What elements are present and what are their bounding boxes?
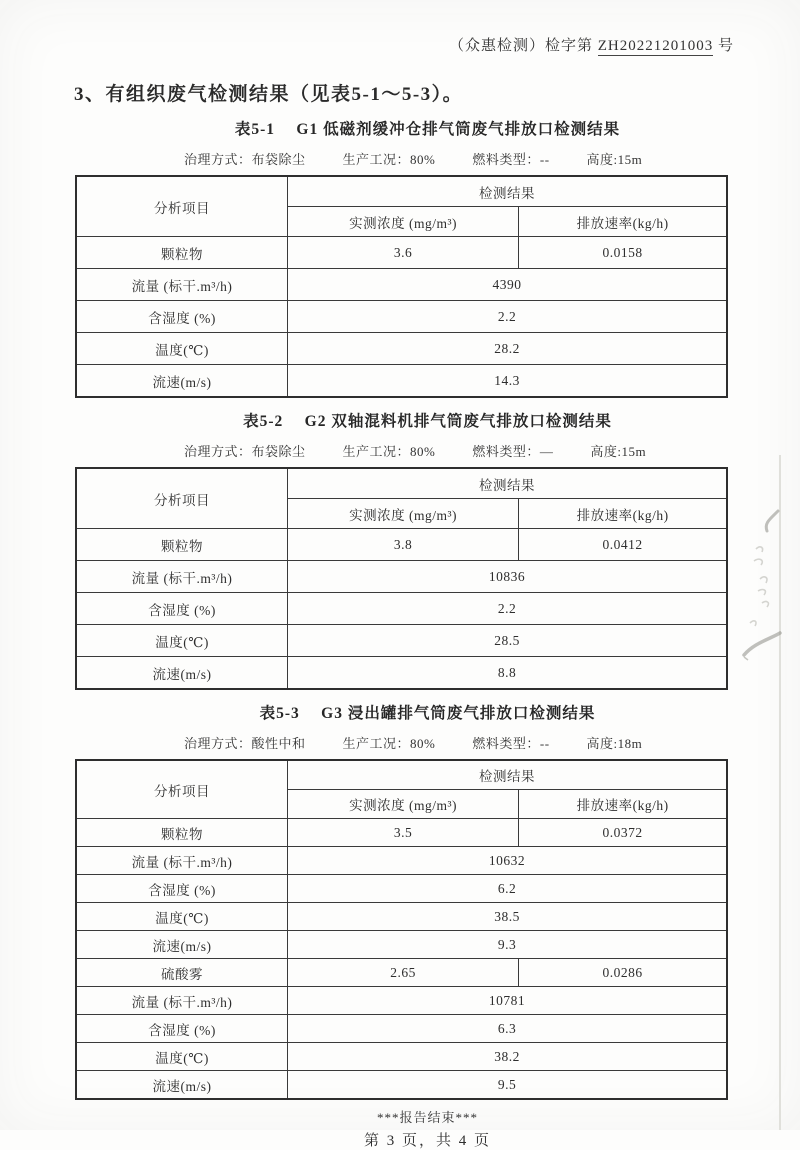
table-row bbox=[76, 529, 727, 561]
value-cell: 0.0286 bbox=[519, 959, 727, 987]
value-cell: 3.8 bbox=[288, 529, 519, 561]
header-cell-result: 检测结果 bbox=[288, 468, 727, 499]
value-cell: 38.2 bbox=[288, 1043, 727, 1071]
table-row bbox=[76, 847, 727, 875]
table-5-1-title-wrap bbox=[0, 117, 800, 139]
row-label: 温度(℃) bbox=[76, 1043, 288, 1071]
table-row bbox=[76, 987, 727, 1015]
row-label: 流量 (标干.m³/h) bbox=[76, 561, 288, 593]
row-label: 颗粒物 bbox=[76, 237, 288, 269]
table-5-3-title: 表5-3 G3 浸出罐排气筒废气排放口检测结果 bbox=[259, 705, 596, 722]
row-label: 硫酸雾 bbox=[76, 959, 288, 987]
table-row bbox=[76, 269, 727, 301]
meta-condition: 生产工况：80% bbox=[342, 736, 436, 751]
value-cell: 9.5 bbox=[288, 1071, 727, 1100]
section-heading: 3、有组织废气检测结果（见表5-1～5-3）。 bbox=[74, 84, 464, 105]
row-label: 含湿度 (%) bbox=[76, 1015, 288, 1043]
header-cell-concentration: 实测浓度 (mg/m³) bbox=[288, 790, 519, 819]
meta-treatment: 治理方式：布袋除尘 bbox=[184, 444, 306, 459]
value-cell: 28.5 bbox=[288, 625, 727, 657]
table-5-3-title-wrap bbox=[0, 701, 800, 723]
report-number: ZH20221201003 bbox=[597, 38, 714, 54]
table-row bbox=[76, 365, 727, 398]
header-cell-rate: 排放速率(kg/h) bbox=[519, 499, 727, 529]
value-cell: 10632 bbox=[288, 847, 727, 875]
value-cell: 10781 bbox=[288, 987, 727, 1015]
row-label: 颗粒物 bbox=[76, 529, 288, 561]
value-cell: 9.3 bbox=[288, 931, 727, 959]
table-5-2 bbox=[75, 467, 728, 690]
value-cell: 2.2 bbox=[288, 593, 727, 625]
table-row bbox=[76, 931, 727, 959]
value-cell: 3.6 bbox=[288, 237, 519, 269]
row-label: 流速(m/s) bbox=[76, 931, 288, 959]
table-row bbox=[76, 959, 727, 987]
header-cell-rate: 排放速率(kg/h) bbox=[519, 790, 727, 819]
row-label: 含湿度 (%) bbox=[76, 593, 288, 625]
meta-fuel: 燃料类型：-- bbox=[472, 152, 550, 167]
table-5-1-meta bbox=[184, 149, 800, 168]
value-cell: 0.0412 bbox=[519, 529, 727, 561]
table-row bbox=[76, 903, 727, 931]
meta-treatment: 治理方式：布袋除尘 bbox=[184, 152, 306, 167]
meta-height: 高度:18m bbox=[586, 736, 643, 751]
header-cell-item: 分析项目 bbox=[76, 468, 288, 529]
value-cell: 8.8 bbox=[288, 657, 727, 690]
table-row bbox=[76, 593, 727, 625]
table-row bbox=[76, 468, 727, 499]
header-cell-concentration: 实测浓度 (mg/m³) bbox=[288, 207, 519, 237]
header-cell-concentration: 实测浓度 (mg/m³) bbox=[288, 499, 519, 529]
table-row bbox=[76, 301, 727, 333]
row-label: 流速(m/s) bbox=[76, 1071, 288, 1100]
meta-fuel: 燃料类型：— bbox=[472, 444, 554, 459]
meta-height: 高度:15m bbox=[586, 152, 643, 167]
value-cell: 4390 bbox=[288, 269, 727, 301]
table-5-2-title-wrap bbox=[0, 409, 800, 431]
value-cell: 14.3 bbox=[288, 365, 727, 398]
header-cell-item: 分析项目 bbox=[76, 176, 288, 237]
value-cell: 0.0372 bbox=[519, 819, 727, 847]
table-row bbox=[76, 333, 727, 365]
value-cell: 2.2 bbox=[288, 301, 727, 333]
header-reference-line bbox=[0, 0, 800, 55]
row-label: 温度(℃) bbox=[76, 625, 288, 657]
row-label: 颗粒物 bbox=[76, 819, 288, 847]
row-label: 温度(℃) bbox=[76, 903, 288, 931]
meta-condition: 生产工况：80% bbox=[342, 444, 436, 459]
table-row bbox=[76, 237, 727, 269]
value-cell: 10836 bbox=[288, 561, 727, 593]
header-ref-prefix: （众惠检测）检字第 bbox=[448, 38, 593, 54]
row-label: 温度(℃) bbox=[76, 333, 288, 365]
meta-height: 高度:15m bbox=[590, 444, 647, 459]
row-label: 流量 (标干.m³/h) bbox=[76, 847, 288, 875]
row-label: 流速(m/s) bbox=[76, 657, 288, 690]
table-row bbox=[76, 875, 727, 903]
table-row bbox=[76, 561, 727, 593]
page-number: 第 3 页，共 4 页 bbox=[363, 1133, 491, 1149]
table-5-2-meta bbox=[184, 441, 800, 460]
value-cell: 38.5 bbox=[288, 903, 727, 931]
table-row bbox=[76, 1015, 727, 1043]
header-cell-item: 分析项目 bbox=[76, 760, 288, 819]
value-cell: 2.65 bbox=[288, 959, 519, 987]
header-cell-rate: 排放速率(kg/h) bbox=[519, 207, 727, 237]
header-ref-suffix: 号 bbox=[717, 38, 734, 54]
table-row bbox=[76, 760, 727, 790]
table-5-1-title: 表5-1 G1 低磁剂缓冲仓排气筒废气排放口检测结果 bbox=[234, 121, 621, 138]
row-label: 流速(m/s) bbox=[76, 365, 288, 398]
table-5-2-title: 表5-2 G2 双轴混料机排气筒废气排放口检测结果 bbox=[243, 413, 612, 430]
row-label: 流量 (标干.m³/h) bbox=[76, 987, 288, 1015]
table-5-3-meta bbox=[184, 733, 800, 752]
table-5-1 bbox=[75, 175, 728, 398]
row-label: 含湿度 (%) bbox=[76, 875, 288, 903]
table-row bbox=[76, 176, 727, 207]
table-row bbox=[76, 1043, 727, 1071]
value-cell: 0.0158 bbox=[519, 237, 727, 269]
table-5-3 bbox=[75, 759, 728, 1100]
meta-treatment: 治理方式：酸性中和 bbox=[184, 736, 306, 751]
header-cell-result: 检测结果 bbox=[288, 760, 727, 790]
value-cell: 3.5 bbox=[288, 819, 519, 847]
table-row bbox=[76, 625, 727, 657]
meta-fuel: 燃料类型：-- bbox=[472, 736, 550, 751]
row-label: 含湿度 (%) bbox=[76, 301, 288, 333]
table-row bbox=[76, 819, 727, 847]
row-label: 流量 (标干.m³/h) bbox=[76, 269, 288, 301]
report-end-note: ***报告结束*** bbox=[376, 1110, 478, 1125]
value-cell: 6.2 bbox=[288, 875, 727, 903]
value-cell: 6.3 bbox=[288, 1015, 727, 1043]
table-row bbox=[76, 1071, 727, 1100]
meta-condition: 生产工况：80% bbox=[342, 152, 436, 167]
value-cell: 28.2 bbox=[288, 333, 727, 365]
handwritten-margin-scribble bbox=[740, 505, 786, 673]
header-cell-result: 检测结果 bbox=[288, 176, 727, 207]
table-row bbox=[76, 657, 727, 690]
